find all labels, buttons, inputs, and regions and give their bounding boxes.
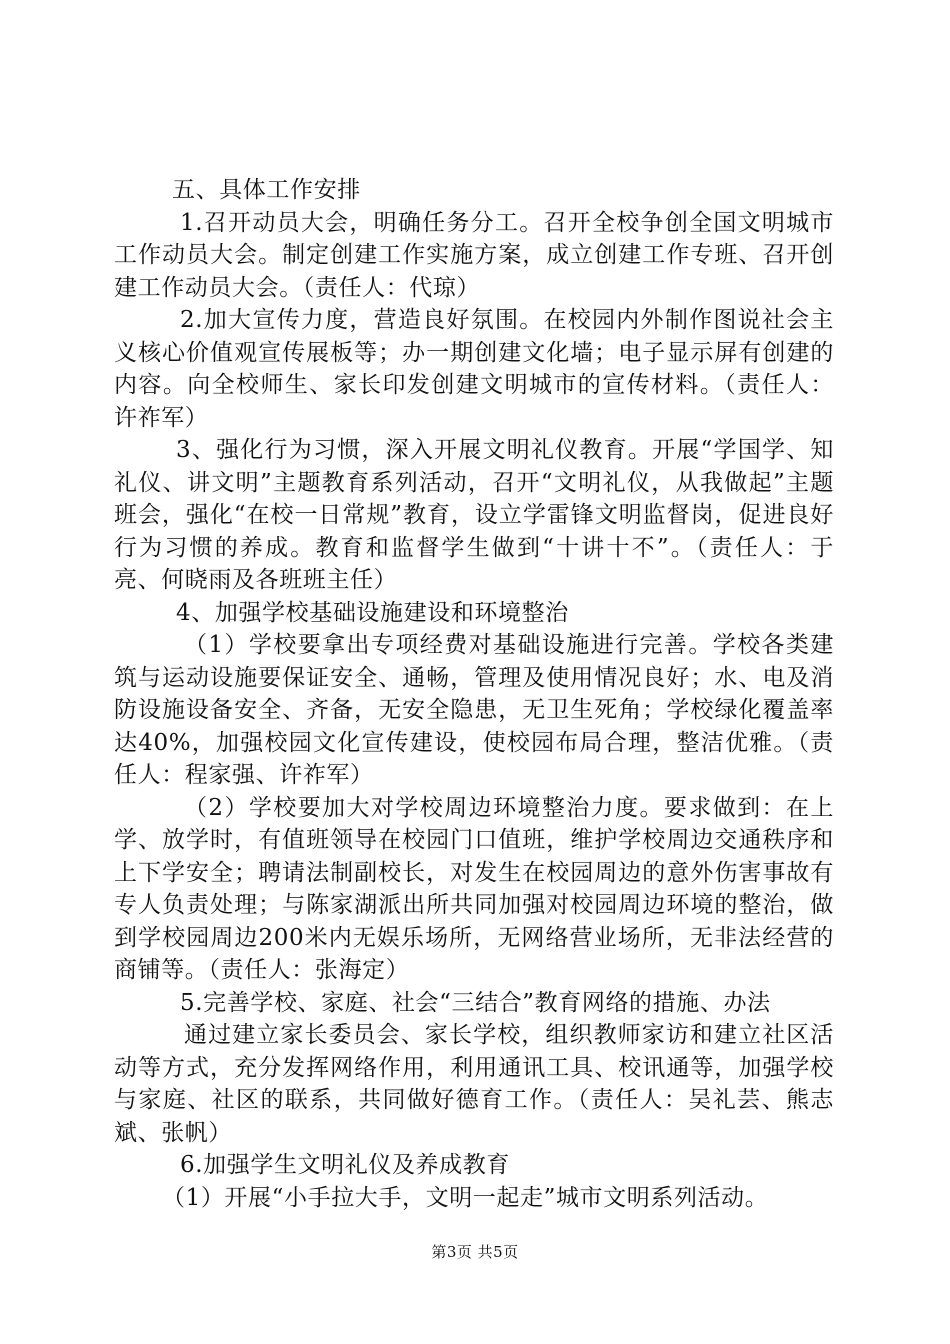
paragraph-item-4-sub-2: （2）学校要加大对学校周边环境整治力度。要求做到：在上学、放学时，有值班领导在校园门口值班，维护学校周边交通秩序和上下学安全；聘请法制副校长，对发生在校园周边的意外伤害事故有专人负责处理；与陈家湖派出所共同加强对校园周边环境的整治，做到学校园周边200米内无娱乐场所，无网络营业场所，无非法经营的商铺等。（责任人：张海定） <box>114 794 834 983</box>
paragraph-item-4-heading: 4、加强学校基础设施建设和环境整治 <box>176 599 569 626</box>
paragraph-item-6-sub-1: （1）开展“小手拉大手，文明一起走”城市文明系列活动。 <box>162 1184 769 1211</box>
section-heading: 五、具体工作安排 <box>172 177 361 203</box>
paragraph-item-2: 2.加大宣传力度，营造良好氛围。在校园内外制作图说社会主义核心价值观宣传展板等；办一期创建文化墙；电子显示屏有创建的内容。向全校师生、家长印发创建文明城市的宣传材料。（责任人：许祚军） <box>114 307 834 431</box>
paragraph-item-4-sub-1: （1）学校要拿出专项经费对基础设施进行完善。学校各类建筑与运动设施要保证安全、通畅，管理及使用情况良好；水、电及消防设施设备安全、齐备，无安全隐患，无卫生死角；学校绿化覆盖率达40%，加强校园文化宣传建设，使校园布局合理，整洁优雅。（责任人：程家强、许祚军） <box>114 632 834 788</box>
paragraph-item-6-heading: 6.加强学生文明礼仪及养成教育 <box>180 1152 510 1178</box>
paragraph-item-5-body: 通过建立家长委员会、家长学校，组织教师家访和建立社区活动等方式，充分发挥网络作用，利用通讯工具、校讯通等，加强学校与家庭、社区的联系，共同做好德育工作。（责任人：吴礼芸、熊志斌、张帆） <box>114 1022 834 1146</box>
paragraph-item-1: 1.召开动员大会，明确任务分工。召开全校争创全国文明城市工作动员大会。制定创建工作实施方案，成立创建工作专班、召开创建工作动员大会。（责任人：代琼） <box>114 209 834 301</box>
document-body <box>114 174 834 1214</box>
paragraph-item-3: 3、强化行为习惯，深入开展文明礼仪教育。开展“学国学、知礼仪、讲文明”主题教育系列活动，召开“文明礼仪，从我做起”主题班会，强化“在校一日常规”教育，设立学雷锋文明监督岗，促进良好行为习惯的养成。教育和监督学生做到“十讲十不”。（责任人：于亮、何晓雨及各班班主任） <box>114 437 834 593</box>
page-number-footer: 第3页 共5页 <box>431 1243 519 1261</box>
paragraph-item-5-heading: 5.完善学校、家庭、社会“三结合”教育网络的措施、办法 <box>180 989 771 1016</box>
